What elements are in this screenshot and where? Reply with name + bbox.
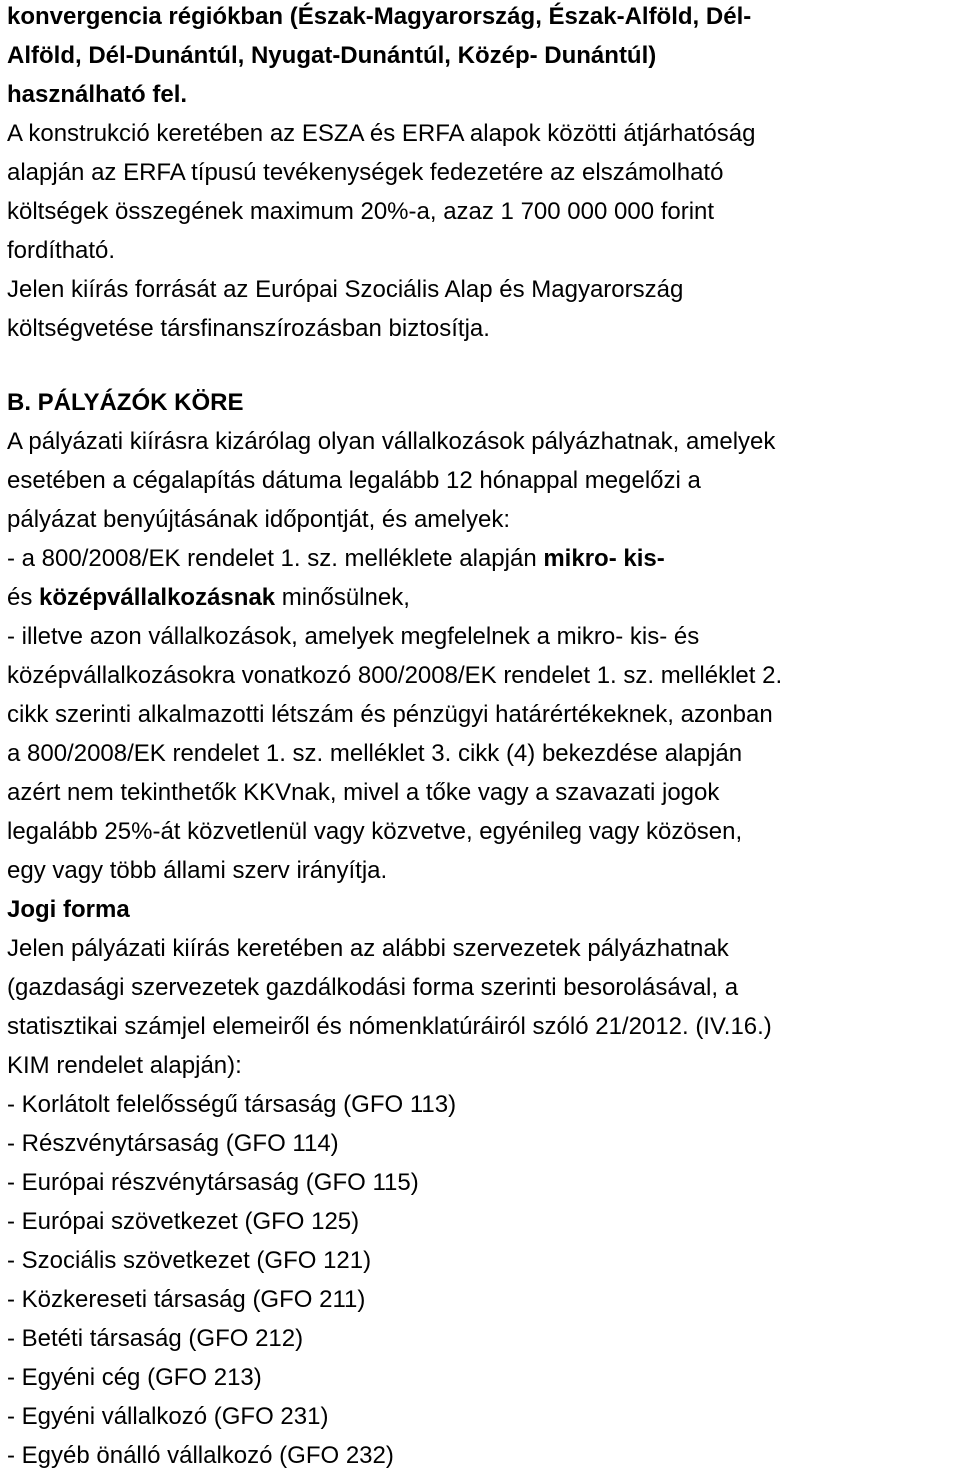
konstrukcio-line-4: fordítható.	[7, 237, 116, 264]
section-b-p3-line-4: a 800/2008/EK rendelet 1. sz. melléklet 3. cikk (4) bekezdése alapján	[7, 740, 743, 767]
list-item: - Részvénytársaság (GFO 114)	[7, 1130, 339, 1157]
konstrukcio-line-2: alapján az ERFA típusú tevékenységek fedezetére az elszámolható	[7, 159, 724, 186]
forras-line-1: Jelen kiírás forrását az Európai Szociális Alap és Magyarország	[7, 276, 684, 303]
list-item: - Korlátolt felelősségű társaság (GFO 113)	[7, 1091, 457, 1118]
jogi-forma-line-2: (gazdasági szervezetek gazdálkodási forma szerinti besorolásával, a	[7, 974, 739, 1001]
intro-line-2: Alföld, Dél-Dunántúl, Nyugat-Dunántúl, Közép- Dunántúl)	[7, 42, 657, 69]
intro-line-1: konvergencia régiókban (Észak-Magyarország, Észak-Alföld, Dél-	[7, 3, 752, 30]
list-item: - Betéti társaság (GFO 212)	[7, 1325, 304, 1352]
section-b-p2-line-2-end: minősülnek,	[275, 584, 410, 611]
section-b-p2-line-1-text: - a 800/2008/EK rendelet 1. sz. melléklete alapján	[7, 545, 544, 572]
list-item: - Európai szövetkezet (GFO 125)	[7, 1208, 360, 1235]
list-item: - Szociális szövetkezet (GFO 121)	[7, 1247, 372, 1274]
section-b-p2-line-2-start: és	[7, 584, 40, 611]
jogi-forma-section	[7, 890, 960, 1475]
section-b-p1-line-3: pályázat benyújtásának időpontját, és amelyek:	[7, 506, 510, 533]
jogi-forma-heading: Jogi forma	[7, 896, 130, 923]
section-b-p2-line-2	[7, 578, 960, 617]
konstrukcio-paragraph	[7, 114, 960, 270]
jogi-forma-line-3: statisztikai számjel elemeiről és nómenklatúráiról szóló 21/2012. (IV.16.)	[7, 1013, 772, 1040]
jogi-forma-line-1: Jelen pályázati kiírás keretében az alábbi szervezetek pályázhatnak	[7, 935, 729, 962]
konstrukcio-line-1: A konstrukció keretében az ESZA és ERFA alapok közötti átjárhatóság	[7, 120, 756, 147]
forras-paragraph	[7, 270, 960, 348]
section-b-p1-line-1: A pályázati kiírásra kizárólag olyan vállalkozások pályázhatnak, amelyek	[7, 428, 776, 455]
section-gap	[7, 348, 960, 383]
kozepvallalkozasnak-bold: középvállalkozásnak	[39, 584, 276, 611]
intro-paragraph	[7, 0, 960, 114]
list-item: - Európai részvénytársaság (GFO 115)	[7, 1169, 419, 1196]
forras-line-2: költségvetése társfinanszírozásban biztosítja.	[7, 315, 490, 342]
list-item: - Egyéni vállalkozó (GFO 231)	[7, 1403, 329, 1430]
mikro-kis-bold: mikro- kis-	[543, 545, 665, 572]
section-b-p3-line-1: - illetve azon vállalkozások, amelyek megfelelnek a mikro- kis- és	[7, 623, 700, 650]
konstrukcio-line-3: költségek összegének maximum 20%-a, azaz 1 700 000 000 forint	[7, 198, 715, 225]
section-b	[7, 383, 960, 890]
jogi-forma-line-4: KIM rendelet alapján):	[7, 1052, 242, 1079]
section-b-p3-line-2: középvállalkozásokra vonatkozó 800/2008/EK rendelet 1. sz. melléklet 2.	[7, 662, 783, 689]
section-b-heading: B. PÁLYÁZÓK KÖRE	[7, 389, 244, 416]
intro-line-3: használható fel.	[7, 81, 188, 108]
section-b-p2-line-1	[7, 539, 960, 578]
list-item: - Egyéni cég (GFO 213)	[7, 1364, 262, 1391]
section-b-p3-line-5: azért nem tekinthetők KKVnak, mivel a tőke vagy a szavazati jogok	[7, 779, 720, 806]
section-b-p3-line-3: cikk szerinti alkalmazotti létszám és pénzügyi határértékeknek, azonban	[7, 701, 773, 728]
list-item: - Egyéb önálló vállalkozó (GFO 232)	[7, 1442, 394, 1469]
section-b-p3-line-6: legalább 25%-át közvetlenül vagy közvetve, egyénileg vagy közösen,	[7, 818, 743, 845]
section-b-p1-line-2: esetében a cégalapítás dátuma legalább 12 hónappal megelőzi a	[7, 467, 701, 494]
list-item: - Közkereseti társaság (GFO 211)	[7, 1286, 366, 1313]
section-b-p3-line-7: egy vagy több állami szerv irányítja.	[7, 857, 388, 884]
